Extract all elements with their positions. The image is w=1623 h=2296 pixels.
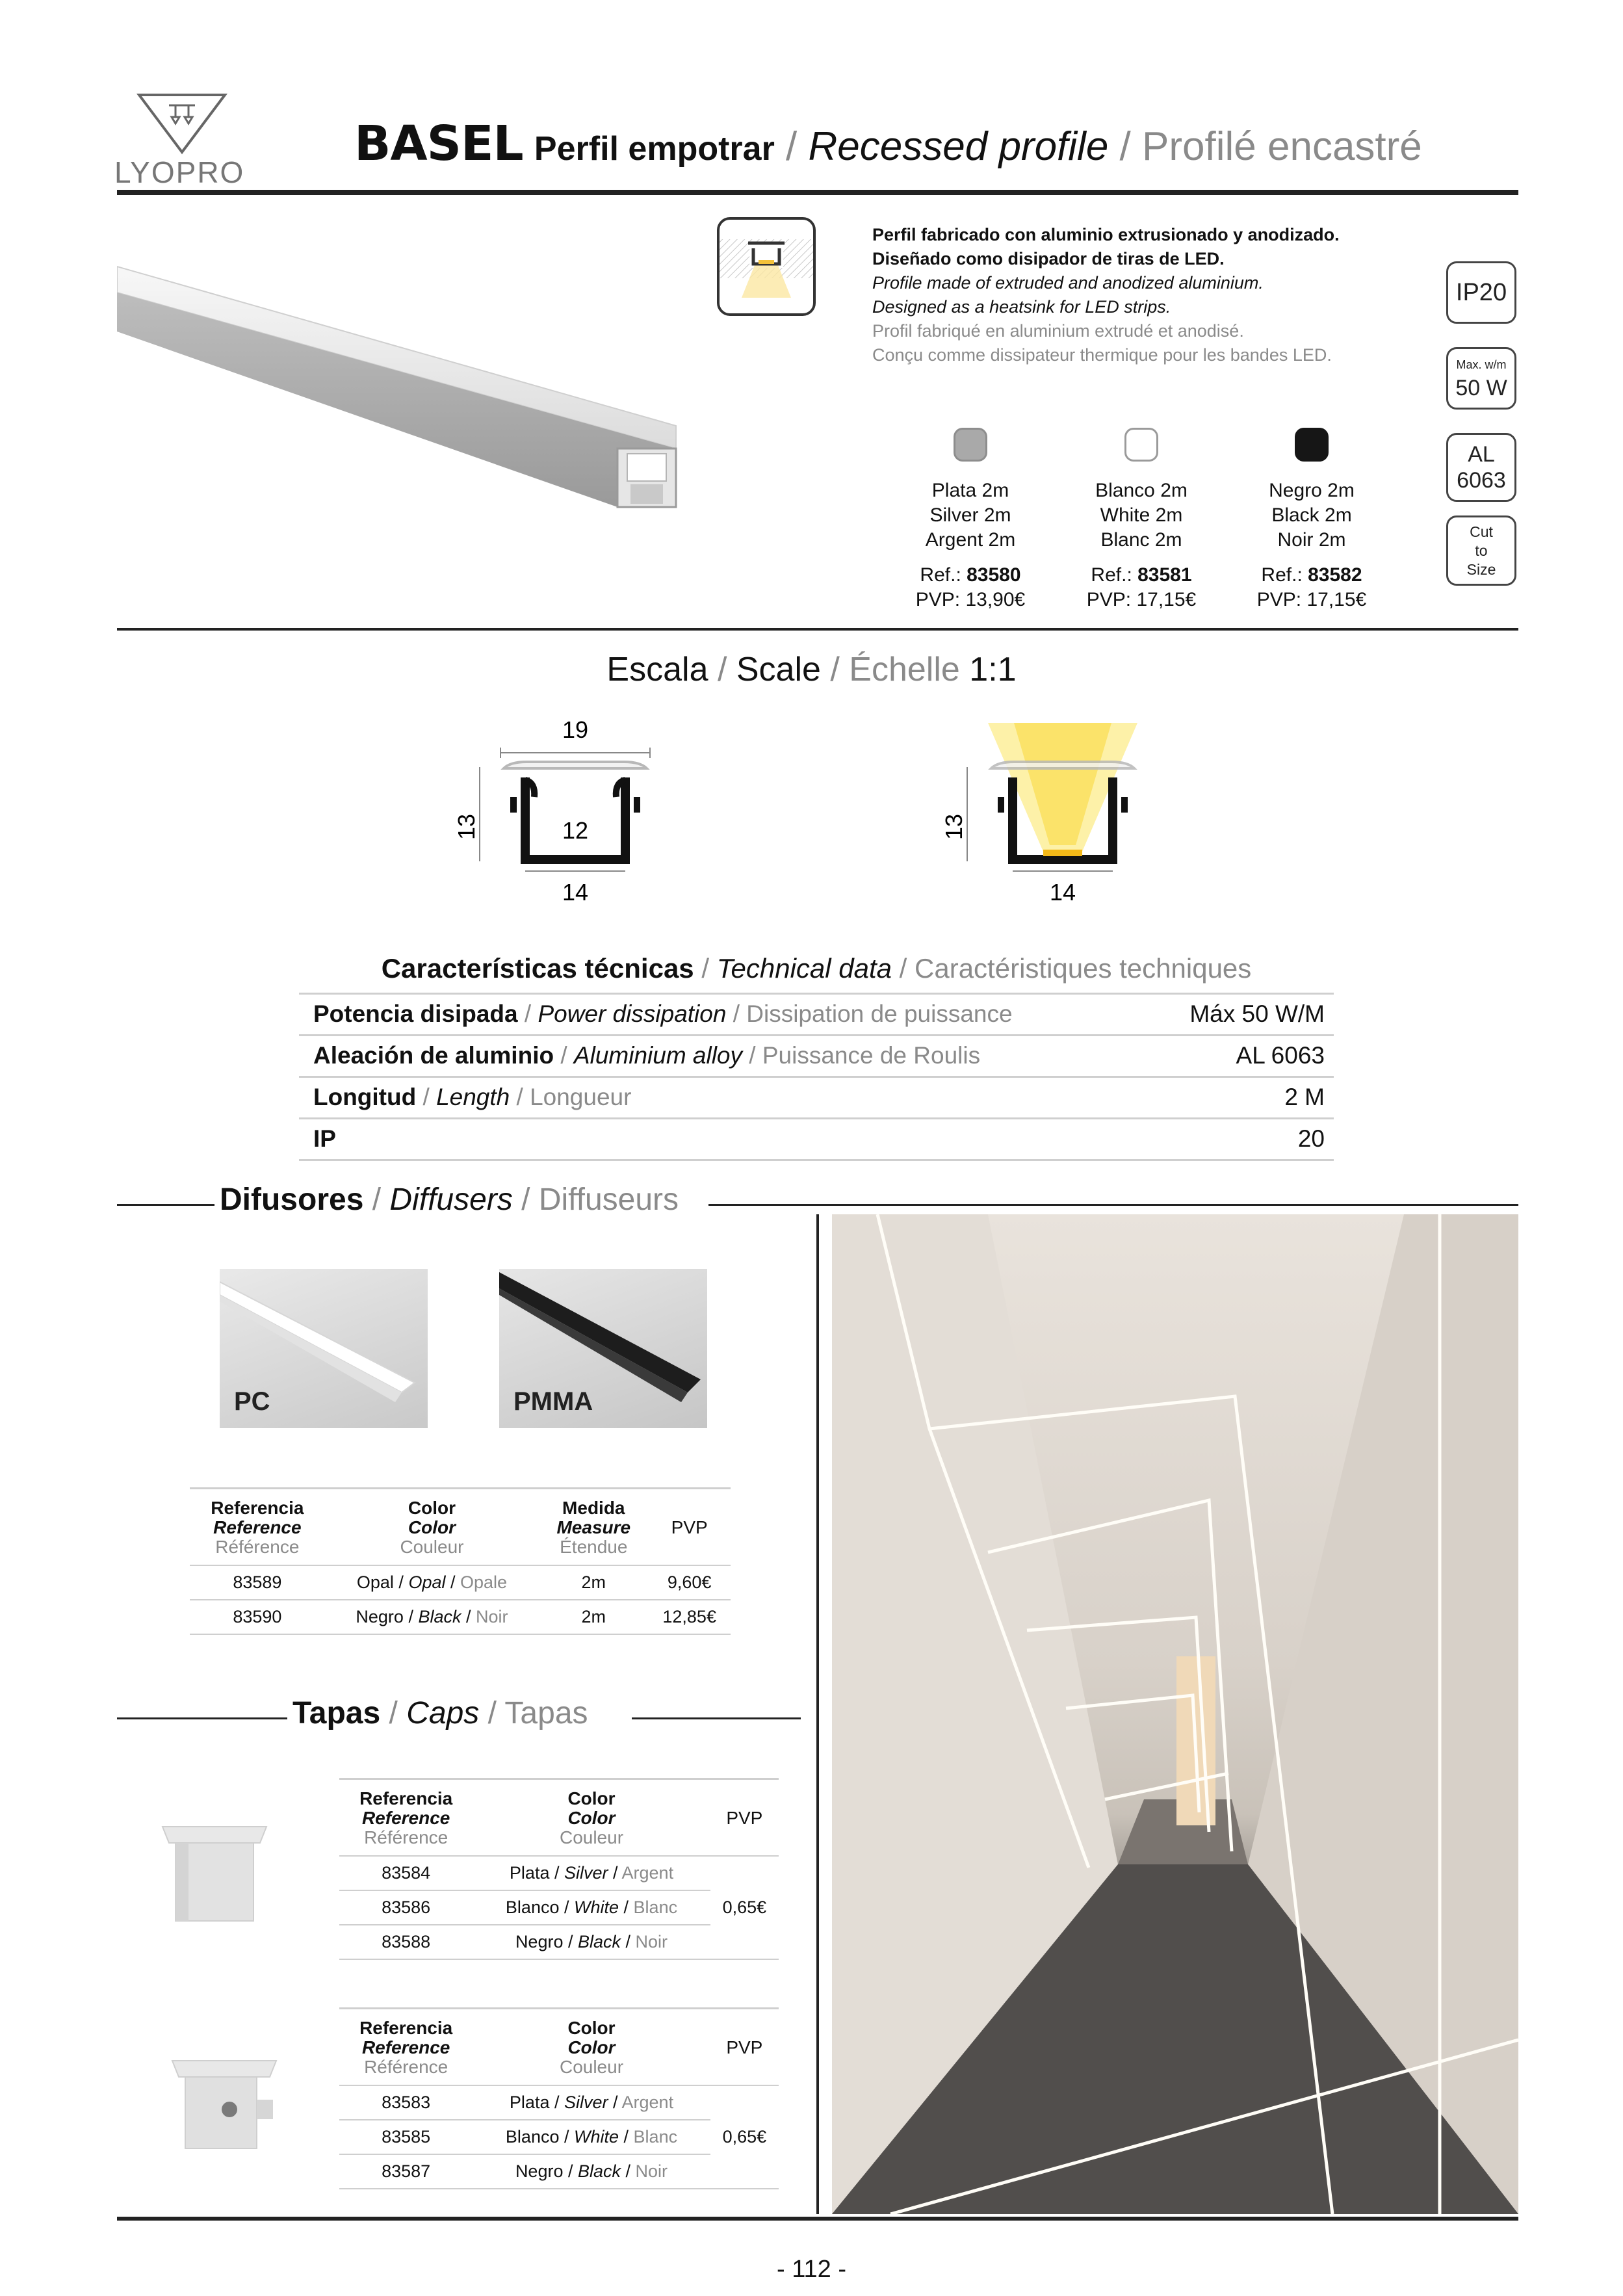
variant-ref: Ref.: 83580 (920, 564, 1021, 586)
table-row: 83588 Negro / Black / Noir (339, 1925, 779, 1959)
table-row: 83586 Blanco / White / Blanc (339, 1890, 779, 1925)
table-row: Longitud / Length / Longueur 2 M (299, 1077, 1334, 1119)
recessed-profile-icon (717, 217, 816, 316)
caps-table-2: Referencia Reference Référence Color Color Couleur PVP 83583 Plata / Silver / Argent 0,65€ 83585 Blanco / White / Blanc 83587 Negro / Black / Noir (339, 2007, 779, 2189)
product-name: BASEL (354, 116, 523, 172)
profile-drawing-light (936, 715, 1157, 917)
tech-title: Características técnicas / Technical data / Caractéristiques techniques (381, 953, 1252, 984)
table-row: 83583 Plata / Silver / Argent 0,65€ (339, 2085, 779, 2120)
table-row: 83589 Opal / Opal / Opale 2m 9,60€ (190, 1565, 731, 1600)
dim-width-bottom: 14 (1049, 879, 1076, 906)
dim-height: 13 (453, 813, 480, 841)
hero-divider (117, 628, 1518, 631)
cut-to-size-badge: Cut to Size (1446, 515, 1516, 586)
table-row: Aleación de aluminio / Aluminium alloy / Puissance de Roulis AL 6063 (299, 1036, 1334, 1077)
footer-rule (117, 2217, 1518, 2221)
column-divider (816, 1214, 819, 2214)
dim-width-top: 19 (562, 716, 589, 743)
title-fr: Profilé encastré (1142, 124, 1422, 169)
table-row: 83584 Plata / Silver / Argent 0,65€ (339, 1856, 779, 1890)
table-row: 83585 Blanco / White / Blanc (339, 2120, 779, 2154)
color-swatch-white (1124, 428, 1158, 462)
end-cap-clip-image (159, 2041, 289, 2158)
diffuser-pc-photo: PC (220, 1269, 428, 1428)
end-cap-flat-image (149, 1814, 279, 1931)
dim-inner: 12 (562, 817, 589, 844)
variant-ref: Ref.: 83582 (1261, 564, 1362, 586)
max-power-badge: Max. w/m 50 W (1446, 347, 1516, 410)
variant-white: Blanco 2m White 2m Blanc 2m Ref.: 83581 PVP: 17,15€ (1076, 428, 1206, 612)
color-swatch-silver (954, 428, 987, 462)
brand-logo-mark (136, 91, 227, 156)
page-number: - 112 - (776, 2256, 846, 2283)
diffuser-pmma-photo: PMMA (499, 1269, 707, 1428)
alloy-badge: AL 6063 (1446, 433, 1516, 502)
page-title: BASEL Perfil empotrar / Recessed profile / Profilé encastré (354, 116, 1422, 172)
variant-silver: Plata 2m Silver 2m Argent 2m Ref.: 83580 PVP: 13,90€ (905, 428, 1035, 612)
caps-table-1: Referencia Reference Référence Color Color Couleur PVP 83584 Plata / Silver / Argent 0,65€ 83586 Blanco / White / Blanc 83588 Negro / Black / Noir (339, 1778, 779, 1960)
profile-drawing-dimensions (448, 715, 669, 917)
brand-logo-text: LYOPRO (114, 155, 245, 189)
color-swatch-black (1295, 428, 1329, 462)
dim-width-bottom: 14 (562, 879, 589, 906)
diffusers-table: Referencia Reference Référence Color Color Couleur Medida Measure Étendue PVP 83589 Opal / Opal / Opale 2m 9,60€ 83590 Negro / Black / Noir 2m 12,85€ (190, 1487, 731, 1635)
header-rule (117, 190, 1518, 195)
dim-height: 13 (941, 813, 967, 841)
ip-rating-badge: IP20 (1446, 261, 1516, 324)
application-corridor-photo (832, 1214, 1518, 2214)
table-row: 83590 Negro / Black / Noir 2m 12,85€ (190, 1600, 731, 1634)
variant-price: PVP: 17,15€ (1086, 589, 1197, 610)
table-row: IP 20 (299, 1119, 1334, 1160)
product-description: Perfil fabricado con aluminio extrusionado y anodizado. Diseñado como disipador de tiras de LED. Profile made of extruded and anodized aluminium. Designed as a heatsink for LED strips. Profil fabriqué en aluminium extrudé et anodisé. Conçu comme dissipateur thermique pour les bandes LED. (872, 225, 1340, 365)
caps-title: Tapas / Caps / Tapas (287, 1695, 593, 1731)
tech-data-table (299, 993, 1334, 1161)
diffusers-title: Difusores / Diffusers / Diffuseurs (214, 1182, 684, 1218)
variant-price: PVP: 17,15€ (1256, 589, 1367, 610)
scale-title: Escala / Scale / Échelle 1:1 (606, 651, 1017, 688)
profile-render-image (117, 260, 689, 533)
variant-price: PVP: 13,90€ (915, 589, 1026, 610)
variant-black: Negro 2m Black 2m Noir 2m Ref.: 83582 PVP: 17,15€ (1247, 428, 1377, 612)
table-row: 83587 Negro / Black / Noir (339, 2154, 779, 2189)
title-es: Perfil empotrar (534, 130, 775, 168)
variant-ref: Ref.: 83581 (1091, 564, 1192, 586)
table-row: Potencia disipada / Power dissipation / Dissipation de puissance Máx 50 W/M (299, 994, 1334, 1036)
title-en: Recessed profile (808, 124, 1109, 169)
